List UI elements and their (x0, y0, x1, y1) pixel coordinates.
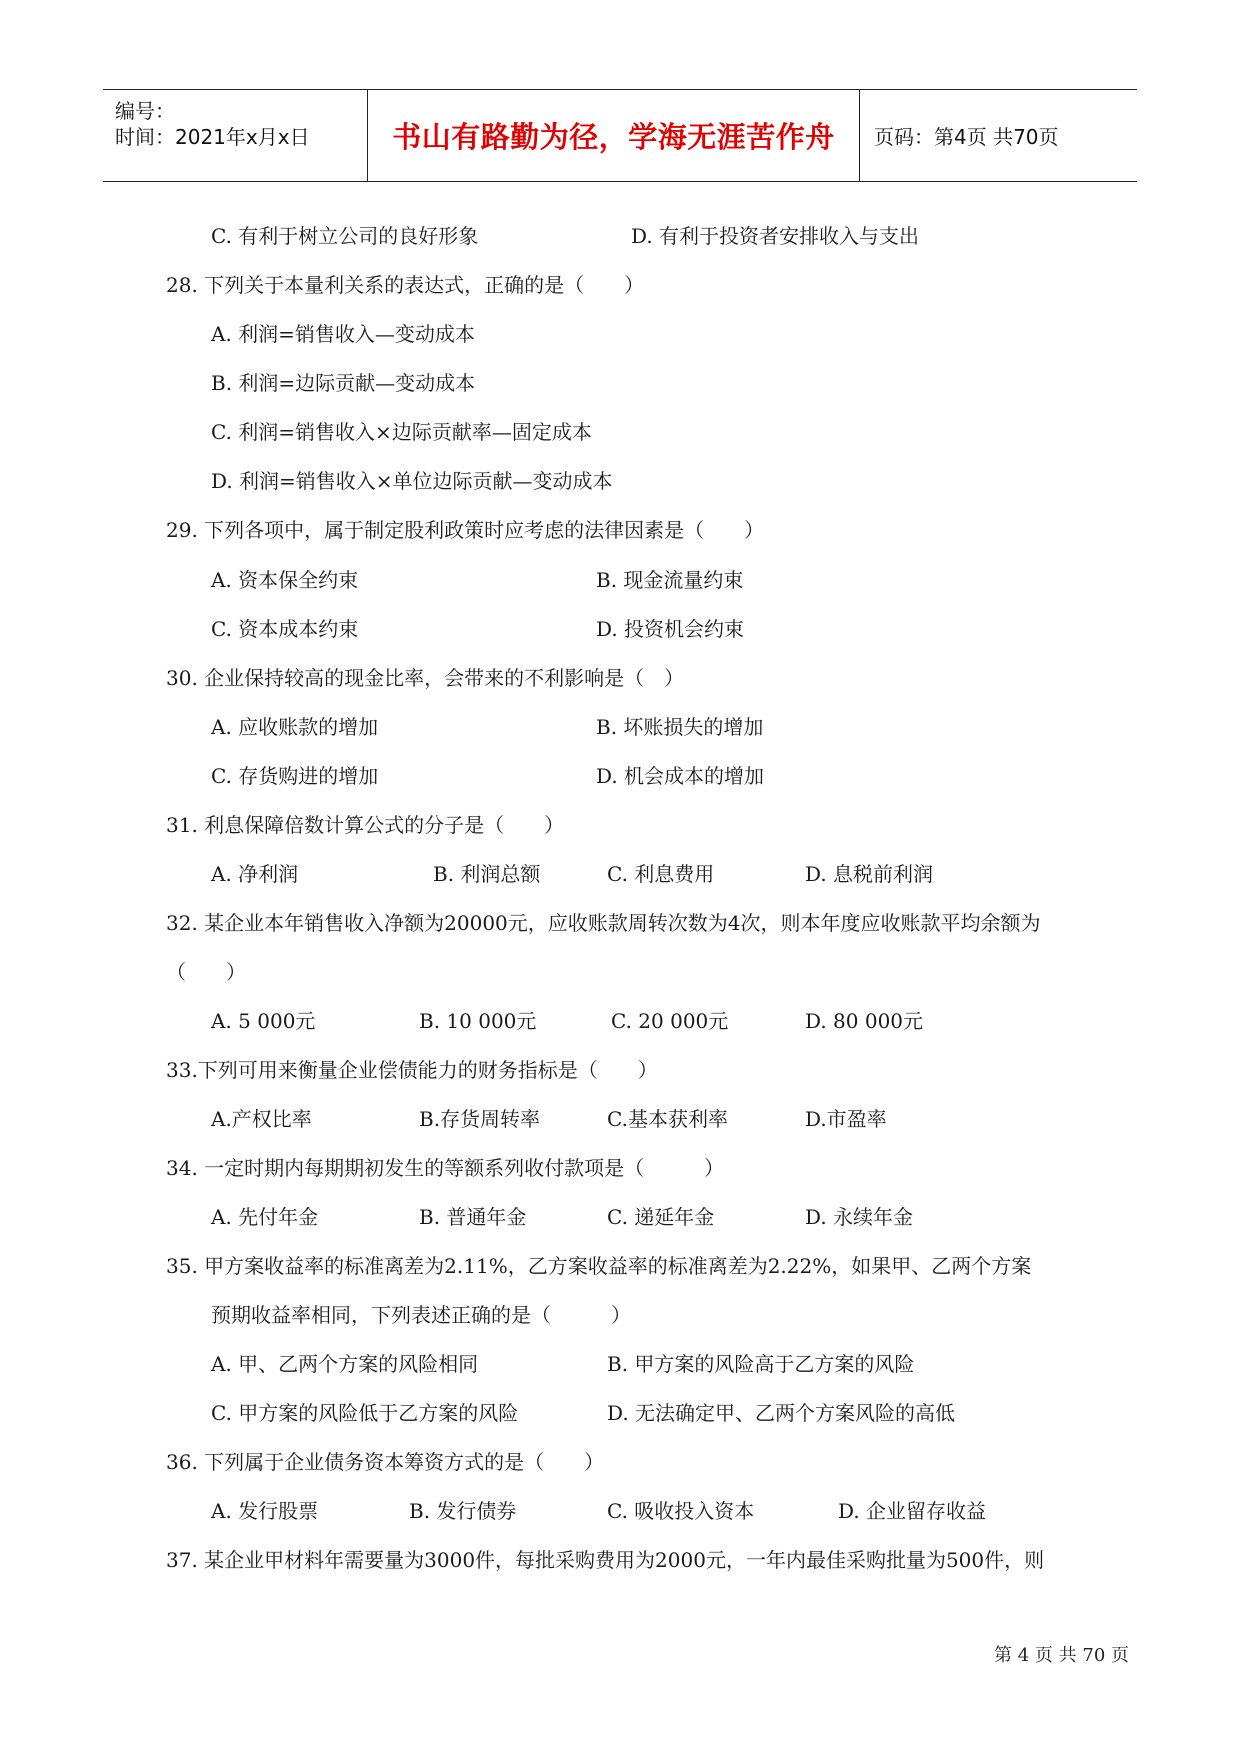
question-33: 33.下列可用来衡量企业偿债能力的财务指标是（ ） (166, 1058, 658, 1082)
question-30: 30. 企业保持较高的现金比率，会带来的不利影响是（ ） (166, 666, 685, 690)
option-c: C. 递延年金 (607, 1205, 715, 1229)
option-c: C. 20 000元 (611, 1009, 729, 1033)
option-a: A. 5 000元 (211, 1009, 316, 1033)
option-d: D. 永续年金 (805, 1205, 914, 1229)
option-a: A. 利润=销售收入—变动成本 (211, 322, 475, 346)
option-c: C. 利润=销售收入×边际贡献率—固定成本 (211, 420, 592, 444)
option-b: B. 发行债券 (409, 1499, 517, 1523)
option-a: A.产权比率 (211, 1107, 312, 1131)
question-36: 36. 下列属于企业债务资本筹资方式的是（ ） (166, 1450, 605, 1474)
question-29: 29. 下列各项中，属于制定股利政策时应考虑的法律因素是（ ） (166, 518, 765, 542)
option-c: C. 资本成本约束 (211, 617, 359, 641)
question-35: 35. 甲方案收益率的标准离差为2.11%，乙方案收益率的标准离差为2.22%，如果甲、乙两个方案 (166, 1254, 1032, 1278)
option-a: A. 净利润 (211, 862, 299, 886)
page-footer: 第 4 页 共 70 页 (994, 1645, 1129, 1666)
header-page-cell (860, 90, 1137, 181)
header-time: 时间：2021年x月x日 (115, 125, 310, 149)
option-c: C. 存货购进的增加 (211, 764, 379, 788)
option-c: C. 吸收投入资本 (607, 1499, 755, 1523)
option-b: B. 利润总额 (433, 862, 541, 886)
header-meta (103, 90, 367, 181)
option-d: D.市盈率 (805, 1107, 887, 1131)
header-number: 编号： (115, 99, 175, 123)
option-d: D. 息税前利润 (805, 862, 934, 886)
option-a: A. 应收账款的增加 (211, 715, 379, 739)
option-c: C. 甲方案的风险低于乙方案的风险 (211, 1401, 519, 1425)
option-d: D. 无法确定甲、乙两个方案风险的高低 (607, 1401, 956, 1425)
option-a: A. 资本保全约束 (211, 568, 359, 592)
option-d: D. 机会成本的增加 (596, 764, 765, 788)
option-b: B.存货周转率 (419, 1107, 541, 1131)
option-d: D. 利润=销售收入×单位边际贡献—变动成本 (211, 469, 613, 493)
header-motto: 书山有路勤为径，学海无涯苦作舟 (392, 120, 835, 154)
option-a: A. 甲、乙两个方案的风险相同 (211, 1352, 479, 1376)
question-31: 31. 利息保障倍数计算公式的分子是（ ） (166, 813, 565, 837)
header-page-info: 页码：第4页 共70页 (874, 125, 1059, 149)
page-header (103, 89, 1137, 182)
option-b: B. 利润=边际贡献—变动成本 (211, 371, 476, 395)
option-b: B. 现金流量约束 (596, 568, 744, 592)
option-b: B. 普通年金 (419, 1205, 527, 1229)
question-34: 34. 一定时期内每期期初发生的等额系列收付款项是（ ） (166, 1156, 725, 1180)
question-32: 32. 某企业本年销售收入净额为20000元，应收账款周转次数为4次，则本年度应收账款平均余额为 (166, 911, 1041, 935)
option-c: C.基本获利率 (607, 1107, 728, 1131)
header-motto-cell (367, 90, 860, 181)
option-d: D. 有利于投资者安排收入与支出 (631, 224, 920, 248)
option-b: B. 坏账损失的增加 (596, 715, 764, 739)
question-32-blank: （ ） (166, 960, 246, 984)
question-35-cont: 预期收益率相同，下列表述正确的是（ ） (211, 1303, 631, 1327)
option-b: B. 甲方案的风险高于乙方案的风险 (607, 1352, 915, 1376)
option-c: C. 利息费用 (607, 862, 715, 886)
option-a: A. 先付年金 (211, 1205, 319, 1229)
option-a: A. 发行股票 (211, 1499, 319, 1523)
option-d: D. 投资机会约束 (596, 617, 745, 641)
option-d: D. 企业留存收益 (838, 1499, 987, 1523)
option-b: B. 10 000元 (419, 1009, 537, 1033)
question-28: 28. 下列关于本量利关系的表达式，正确的是（ ） (166, 273, 645, 297)
question-37: 37. 某企业甲材料年需要量为3000件，每批采购费用为2000元，一年内最佳采购批量为500件，则 (166, 1548, 1045, 1572)
option-c: C. 有利于树立公司的良好形象 (211, 224, 479, 248)
option-d: D. 80 000元 (805, 1009, 924, 1033)
